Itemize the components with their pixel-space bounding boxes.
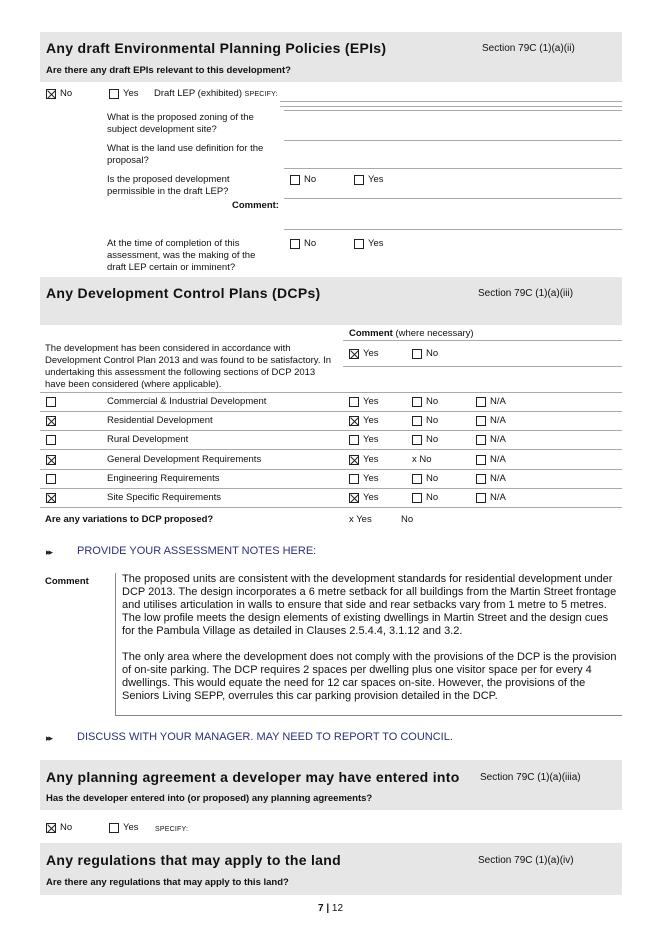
- dcp-row-checkbox[interactable]: [46, 455, 56, 465]
- page-number: [318, 903, 343, 915]
- page-current: 7: [318, 903, 324, 914]
- regulations-section-header: [40, 843, 622, 895]
- dcp-intro-no-checkbox[interactable]: [412, 349, 422, 359]
- page-separator: |: [323, 903, 332, 914]
- land-use-question: What is the land use definition for the proposal?: [107, 143, 264, 166]
- notes-comment-label: Comment: [45, 576, 89, 587]
- dcp-row-yes-checkbox[interactable]: [349, 435, 359, 445]
- dcp-rows-top-line: [40, 392, 622, 393]
- dcp-row-yes-checkbox[interactable]: [349, 416, 359, 426]
- assessment-notes-box[interactable]: [115, 573, 622, 716]
- dcp-row-checkbox[interactable]: [46, 474, 56, 484]
- agreement-question: Has the developer entered into (or proposed) any planning agreements?: [46, 793, 373, 804]
- epi-no-checkbox[interactable]: [46, 89, 56, 99]
- dcp-intro-yes-checkbox[interactable]: [349, 349, 359, 359]
- dcp-row-yes-label: Yes: [363, 454, 379, 465]
- dcp-row-divider: [40, 488, 622, 489]
- discuss-arrow-icon: ▸▸: [46, 733, 52, 743]
- dcp-intro-no-label: No: [426, 348, 439, 359]
- dcp-row-yes-label: Yes: [363, 473, 379, 484]
- dcp-row-checkbox[interactable]: [46, 435, 56, 445]
- dcp-row-checkbox[interactable]: [46, 397, 56, 407]
- dcp-variations-yes: x Yes: [349, 514, 372, 525]
- permissible-no-checkbox[interactable]: [290, 175, 300, 185]
- agreement-yes-label: Yes: [123, 822, 139, 833]
- dcp-row-na-label: N/A: [490, 396, 506, 407]
- dcp-row-no-label: No: [426, 396, 439, 407]
- dcp-row-na-label: N/A: [490, 473, 506, 484]
- epi-specify-line-2: [280, 106, 622, 107]
- dcp-row-label: Engineering Requirements: [107, 473, 220, 484]
- dcp-row-label: Site Specific Requirements: [107, 492, 222, 503]
- dcp-row-no-checkbox[interactable]: [412, 493, 422, 503]
- dcp-row-divider: [40, 430, 622, 431]
- land-use-answer-line: [284, 140, 622, 141]
- dcp-row-yes-checkbox[interactable]: [349, 397, 359, 407]
- dcp-row-yes-label: Yes: [363, 434, 379, 445]
- epi-no-label: No: [60, 88, 73, 99]
- dcp-row-yes-label: Yes: [363, 396, 379, 407]
- epi-yes-label: Yes: [123, 88, 139, 99]
- draft-lep-specify: SPECIFY:: [244, 91, 278, 98]
- dcp-row-na-label: N/A: [490, 434, 506, 445]
- permissible-yes-label: Yes: [368, 174, 384, 185]
- draft-lep-text: Draft LEP (exhibited): [154, 88, 243, 99]
- dcp-row-na-label: N/A: [490, 415, 506, 426]
- dcp-row-na-label: N/A: [490, 454, 506, 465]
- discuss-manager-label: DISCUSS WITH YOUR MANAGER. MAY NEED TO REPORT TO COUNCIL.: [77, 731, 453, 743]
- epi-comment-label: Comment:: [232, 200, 279, 211]
- provide-notes-label: PROVIDE YOUR ASSESSMENT NOTES HERE:: [77, 545, 317, 557]
- dcp-row-divider: [40, 469, 622, 470]
- dcp-row-na-checkbox[interactable]: [476, 416, 486, 426]
- dcp-comment-line: [343, 340, 622, 341]
- assessment-notes-para-2: The only area where the development does not comply with the provisions of the DCP is the provision of on-site parking. The DCP requires 2 spaces per dwelling plus one visitor space per for every 4 dwellings. This would equate the need for 12 car spaces on-site. However, the provisions of the Seniors Living SEPP, overrules this car parking provision detailed in the DCP.: [122, 651, 617, 702]
- imminent-yes-label: Yes: [368, 238, 384, 249]
- dcp-row-divider: [40, 411, 622, 412]
- dcp-row-divider: [40, 449, 622, 450]
- dcp-row-yes-checkbox[interactable]: [349, 455, 359, 465]
- dcp-row-no-label: No: [426, 415, 439, 426]
- permissible-question: Is the proposed development permissible in the draft LEP?: [107, 174, 230, 197]
- draft-lep-label: [154, 88, 278, 101]
- dcp-row-no-checkbox[interactable]: [412, 397, 422, 407]
- assessment-notes-para-1: The proposed units are consistent with the development standards for residential development under DCP 2013. The design incorporates a 6 metre setback for all buildings from the Martin Street frontage and utilises articulation in walls to ensure that side and rear setbacks vary from 1 metre to 5 metres. The low profile meets the design elements of existing dwellings in Martin Street and the design cues for the Pambula Village as detailed in Clauses 2.5.4.4, 3.1.12 and 3.2.: [122, 573, 617, 637]
- dcp-row-na-checkbox[interactable]: [476, 493, 486, 503]
- dcp-intro-yes-label: Yes: [363, 348, 379, 359]
- dcp-row-na-checkbox[interactable]: [476, 455, 486, 465]
- epi-question: Are there any draft EPIs relevant to this development?: [46, 65, 291, 76]
- dcp-comment-label: Comment: [349, 328, 393, 339]
- dcp-section-ref: Section 79C (1)(a)(iii): [478, 288, 574, 299]
- dcp-row-no-label: No: [426, 434, 439, 445]
- dcp-row-na-label: N/A: [490, 492, 506, 503]
- permissible-no-label: No: [304, 174, 317, 185]
- epi-section-ref: Section 79C (1)(a)(ii): [482, 43, 575, 54]
- dcp-row-label: General Development Requirements: [107, 454, 262, 465]
- agreement-section-ref: Section 79C (1)(a)(iiia): [480, 772, 581, 783]
- page-total: 12: [331, 903, 344, 914]
- dcp-variations-no: No: [401, 514, 414, 525]
- regulations-section-title: Any regulations that may apply to the land: [46, 852, 341, 868]
- imminent-question: At the time of completion of this assessment, was the making of the draft LEP certain or imminent?: [107, 238, 256, 273]
- dcp-row-no-checkbox[interactable]: [412, 474, 422, 484]
- dcp-row-no-label: No: [426, 473, 439, 484]
- zoning-question: What is the proposed zoning of the subject development site?: [107, 112, 254, 135]
- dcp-row-label: Commercial & Industrial Development: [107, 396, 267, 407]
- epi-comment-line-bottom: [284, 229, 622, 230]
- dcp-row-no-checkbox[interactable]: [412, 416, 422, 426]
- dcp-variations-question: Are any variations to DCP proposed?: [45, 514, 214, 525]
- agreement-yes-checkbox[interactable]: [109, 823, 119, 833]
- agreement-no-checkbox[interactable]: [46, 823, 56, 833]
- dcp-row-no-checkbox[interactable]: [412, 435, 422, 445]
- dcp-section-title: Any Development Control Plans (DCPs): [46, 285, 321, 301]
- dcp-row-label: Rural Development: [107, 434, 189, 445]
- epi-yes-checkbox[interactable]: [109, 89, 119, 99]
- dcp-comment-heading: [349, 328, 474, 340]
- dcp-row-na-checkbox[interactable]: [476, 397, 486, 407]
- dcp-intro-line: [343, 366, 622, 367]
- dcp-row-checkbox[interactable]: [46, 493, 56, 503]
- imminent-no-checkbox[interactable]: [290, 239, 300, 249]
- imminent-no-label: No: [304, 238, 317, 249]
- dcp-row-yes-label: Yes: [363, 492, 379, 503]
- dcp-row-yes-checkbox[interactable]: [349, 493, 359, 503]
- agreement-section-header: [40, 760, 622, 810]
- dcp-row-no-label: No: [426, 492, 439, 503]
- dcp-section-header: [40, 277, 622, 325]
- agreement-section-title: Any planning agreement a developer may have entered into: [46, 769, 460, 785]
- dcp-comment-note: (where necessary): [395, 328, 474, 339]
- agreement-specify-label: SPECIFY:: [155, 826, 189, 833]
- regulations-question: Are there any regulations that may apply to this land?: [46, 877, 289, 888]
- provide-notes-arrow-icon: ▸▸: [46, 547, 52, 557]
- dcp-row-yes-checkbox[interactable]: [349, 474, 359, 484]
- dcp-row-x-no-label: x No: [412, 454, 432, 465]
- regulations-section-ref: Section 79C (1)(a)(iv): [478, 855, 574, 866]
- epi-section-header: [40, 32, 622, 82]
- dcp-row-yes-label: Yes: [363, 415, 379, 426]
- dcp-row-checkbox[interactable]: [46, 416, 56, 426]
- epi-comment-line-top: [284, 198, 622, 199]
- dcp-row-divider: [40, 507, 622, 508]
- dcp-row-na-checkbox[interactable]: [476, 435, 486, 445]
- epi-specify-line-1: [280, 101, 622, 102]
- permissible-yes-checkbox[interactable]: [354, 175, 364, 185]
- agreement-no-label: No: [60, 822, 73, 833]
- dcp-row-na-checkbox[interactable]: [476, 474, 486, 484]
- epi-line-permissible: [284, 168, 622, 169]
- dcp-row-label: Residential Development: [107, 415, 213, 426]
- imminent-yes-checkbox[interactable]: [354, 239, 364, 249]
- assessment-notes-text: [122, 573, 620, 716]
- epi-section-title: Any draft Environmental Planning Policies (EPIs): [46, 40, 387, 56]
- zoning-answer-line: [284, 110, 622, 111]
- dcp-intro-text: The development has been considered in accordance with Development Control Plan 2013 and was found to be satisfactory. In undertaking this assessment the following sections of DCP 2013 have been considered (where applicable).: [45, 343, 332, 390]
